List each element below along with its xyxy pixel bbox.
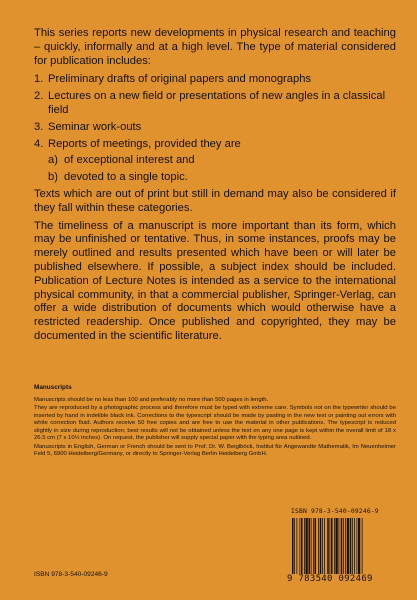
manuscripts-reproduction: They are reproduced by a photographic process and therefore must be typed with extreme care. Symbols not on the typewriter should be inserted by hand in indelible black ink. Corrections to the typescript should be made by pasting in the new text or painting out errors with white correction fluid. Authors receive 50 free copies and are free to use the material in other publications. The typescript is reduced slightly in size during reproduction; best results will not be obtained unless the text on any one page is kept within the overall limit of 18 x 26.5 cm (7 x 10½ inches). On request, the publisher will supply special paper with the typing area outlined. bbox=[34, 405, 396, 441]
barcode-bars bbox=[291, 518, 391, 576]
barcode-isbn-text: ISBN 978-3-540-09246-9 bbox=[291, 508, 379, 515]
sub-letter: a) bbox=[48, 154, 58, 167]
isbn-barcode bbox=[283, 506, 397, 589]
manuscripts-section bbox=[34, 384, 396, 460]
list-text: Seminar work-outs bbox=[48, 120, 142, 133]
timeliness-paragraph: The timeliness of a manuscript is more important than its form, which may be unfinished or tentative. Thus, in some instances, proofs may be merely outlined and results presented which have been or will later be published elsewhere. If possible, a subject index should be included. Publication of Lecture Notes is intended as a service to the international physical community, in that a commercial publisher, Springer-Verlag, can offer a wide distribution of documents which would otherwise have a restricted readership. Once published and copyrighted, they may be documented in the scientific literature. bbox=[34, 219, 396, 342]
list-item bbox=[34, 121, 396, 135]
manuscripts-length: Manuscripts should be no less than 100 and preferably no more than 500 pages in length. bbox=[34, 396, 269, 403]
manuscripts-submission: Manuscripts in English, German or French should be sent to Prof. Dr. W. Beiglböck, Institut für Angewandte Mathematik, Im Neuenheimer Feld 5, 6900 Heidelberg/Germany, or directly to Springer-Verlag Berlin Heidelberg GmbH. bbox=[34, 443, 396, 457]
sub-letter: b) bbox=[48, 171, 58, 184]
list-text: Reports of meetings, provided they are bbox=[48, 137, 241, 150]
material-list bbox=[34, 73, 396, 185]
reprint-paragraph: Texts which are out of print but still in demand may also be considered if they fall within these categories. bbox=[34, 187, 396, 214]
series-description bbox=[34, 27, 396, 344]
sub-text: of exceptional interest and bbox=[64, 154, 195, 167]
sub-list-item bbox=[48, 154, 396, 168]
list-text: Lectures on a new field or presentations of new angles in a classical field bbox=[48, 90, 386, 116]
list-text: Preliminary drafts of original papers and monographs bbox=[48, 73, 312, 86]
list-number: 4. bbox=[34, 137, 44, 150]
manuscripts-heading: Manuscripts bbox=[34, 384, 72, 391]
list-number: 3. bbox=[34, 120, 44, 133]
sub-text: devoted to a single topic. bbox=[64, 171, 188, 184]
barcode-digits: 9 783540 092469 bbox=[287, 574, 373, 584]
isbn-footer: ISBN 978-3-540-09246-9 bbox=[34, 571, 108, 578]
list-item bbox=[34, 73, 396, 87]
list-number: 2. bbox=[34, 90, 44, 103]
sub-list-item bbox=[48, 171, 396, 185]
list-number: 1. bbox=[34, 73, 44, 86]
intro-paragraph: This series reports new developments in physical research and teaching – quickly, informally and at a high level. The type of material considered for publication includes: bbox=[34, 27, 396, 67]
list-item bbox=[34, 90, 396, 118]
list-item bbox=[34, 138, 396, 152]
